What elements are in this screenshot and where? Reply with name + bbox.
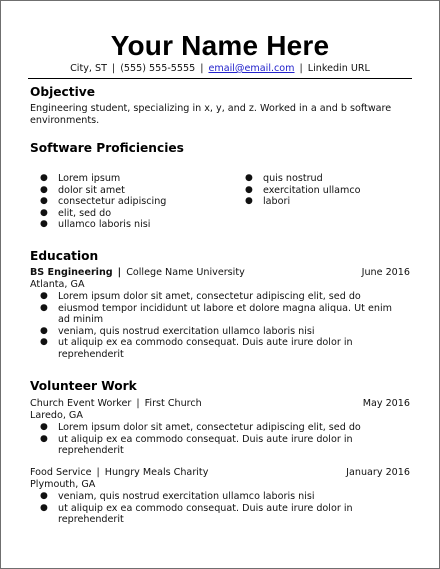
organization: First Church	[144, 398, 202, 409]
list-item: ● veniam, quis nostrud exercitation ullamco laboris nisi	[40, 491, 315, 502]
list-item: ● quis nostrud	[245, 173, 323, 184]
volunteer-entry-header: Church Event Worker | First Church May 2016	[30, 398, 410, 409]
bullet-icon: ●	[245, 173, 253, 183]
education-entry-header: BS Engineering | College Name University June 2016	[30, 267, 410, 278]
header-divider	[28, 78, 412, 79]
contact-linkedin: Linkedin URL	[307, 63, 370, 74]
bullet-icon: ●	[40, 337, 48, 348]
volunteer-entry-header: Food Service | Hungry Meals Charity January 2016	[30, 467, 410, 478]
bullet-icon: ●	[40, 491, 48, 501]
bullet-icon: ●	[40, 173, 48, 183]
education-date: June 2016	[361, 267, 410, 278]
school-name: College Name University	[126, 267, 245, 278]
list-item: ● eiusmod tempor incididunt ut labore et dolore magna aliqua. Ut enim ad minim	[40, 302, 392, 326]
bullet-icon: ●	[40, 325, 48, 336]
contact-separator: |	[200, 63, 204, 74]
bullet-icon: ●	[245, 196, 253, 207]
list-item: ● dolor sit amet	[40, 184, 125, 196]
contact-separator: |	[299, 63, 303, 74]
objective-text: Engineering student, specializing in x, y, and z. Worked in a and b software environments.	[30, 103, 392, 126]
software-list-col1	[30, 173, 166, 231]
bullet-icon: ●	[40, 433, 48, 444]
objective-heading: Objective	[30, 85, 95, 99]
volunteer-date: January 2016	[346, 467, 410, 478]
education-bullets	[30, 291, 395, 361]
list-item: ● consectetur adipiscing	[40, 196, 167, 208]
contact-location: City, ST	[70, 63, 107, 74]
bullet-icon: ●	[40, 219, 48, 230]
bullet-icon: ●	[245, 184, 253, 195]
list-item: ● ut aliquip ex ea commodo consequat. Duis aute irure dolor in reprehenderit	[40, 337, 353, 360]
volunteer-bullets	[30, 422, 395, 457]
list-item: ● Lorem ipsum	[40, 173, 121, 184]
degree: BS Engineering	[30, 267, 113, 278]
candidate-name: Your Name Here	[110, 30, 330, 61]
education-location: Atlanta, GA	[30, 279, 85, 290]
volunteer-bullets	[30, 491, 395, 526]
bullet-icon: ●	[40, 502, 48, 513]
software-heading: Software Proficiencies	[30, 141, 184, 155]
volunteer-location: Laredo, GA	[30, 410, 83, 421]
bullet-icon: ●	[40, 207, 48, 218]
bullet-icon: ●	[40, 302, 48, 313]
software-list-col2	[235, 173, 361, 208]
list-item: ● veniam, quis nostrud exercitation ullamco laboris nisi	[40, 325, 315, 337]
list-item: ● labori	[245, 196, 291, 208]
bullet-icon: ●	[40, 184, 48, 195]
list-item: ● elit, sed do	[40, 207, 112, 219]
list-item: ● Lorem ipsum dolor sit amet, consectetur adipiscing elit, sed do	[40, 291, 361, 302]
list-item: ● ullamco laboris nisi	[40, 219, 151, 231]
contact-separator: |	[111, 63, 116, 74]
volunteer-date: May 2016	[362, 398, 410, 409]
contact-line	[1, 62, 439, 76]
contact-email-link[interactable]: email@email.com	[208, 63, 295, 74]
bullet-icon: ●	[40, 422, 48, 432]
education-heading: Education	[30, 249, 99, 263]
volunteer-heading: Volunteer Work	[30, 379, 137, 393]
volunteer-location: Plymouth, GA	[30, 479, 96, 490]
list-item: ● Lorem ipsum dolor sit amet, consectetur adipiscing elit, sed do	[40, 422, 361, 433]
list-item: ● ut aliquip ex ea commodo consequat. Duis aute irure dolor in reprehenderit	[40, 433, 353, 457]
contact-phone: (555) 555-5555	[120, 63, 196, 74]
list-item: ● exercitation ullamco	[245, 184, 361, 196]
bullet-icon: ●	[40, 291, 48, 301]
bullet-icon: ●	[40, 196, 48, 207]
organization: Hungry Meals Charity	[104, 467, 209, 478]
role: Church Event Worker	[30, 398, 132, 409]
role: Food Service	[30, 467, 92, 478]
list-item: ● ut aliquip ex ea commodo consequat. Duis aute irure dolor in reprehenderit	[40, 502, 353, 526]
